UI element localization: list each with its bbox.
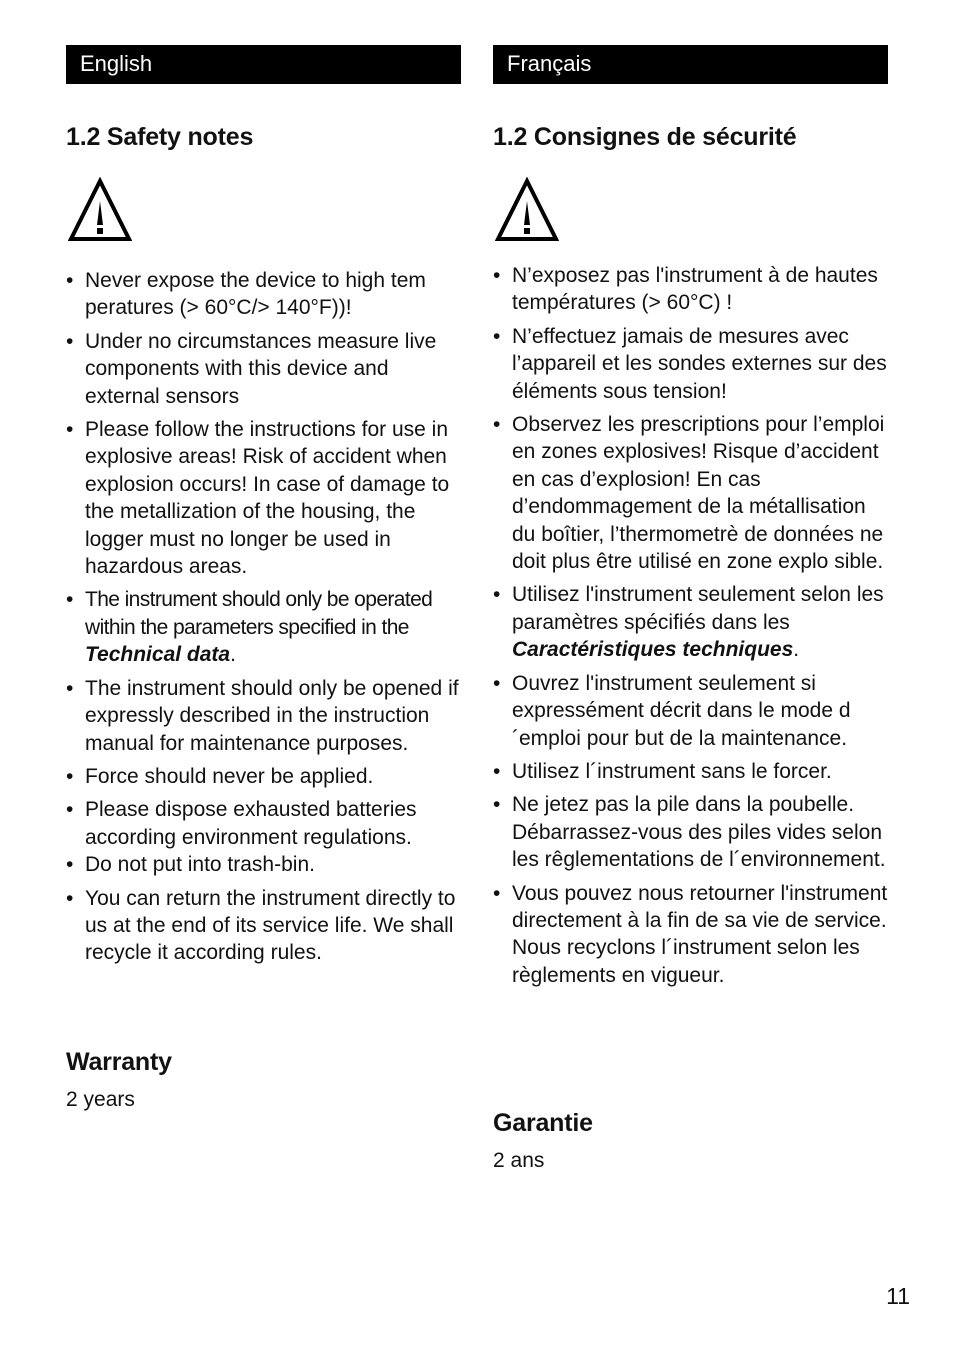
warning-triangle-icon bbox=[495, 177, 559, 243]
page-number: 11 bbox=[886, 1283, 910, 1309]
french-column bbox=[493, 45, 888, 1172]
section-title-safety-notes: 1.2 Safety notes bbox=[66, 123, 254, 151]
safety-notes-list bbox=[66, 267, 464, 973]
list-item: • Please dispose exhausted batteries according environment regulations. bbox=[66, 796, 464, 851]
list-item: • Please follow the instructions for use in explosive areas! Risk of accident when explosion occurs! In case of damage to the metallization of the housing, the logger must no longer be used in hazardous areas. bbox=[66, 416, 464, 580]
list-item: • Force should never be applied. bbox=[66, 763, 464, 790]
list-item: • N’effectuez jamais de mesures avec l’appareil et les sondes externes sur des éléments sous tension! bbox=[493, 323, 891, 405]
garantie-title: Garantie bbox=[493, 1109, 593, 1137]
warning-triangle-icon bbox=[68, 177, 132, 243]
list-item: • Utilisez l´instrument sans le forcer. bbox=[493, 758, 891, 785]
english-column bbox=[66, 45, 461, 1111]
warranty-title: Warranty bbox=[66, 1048, 172, 1076]
warranty-text: 2 years bbox=[66, 1088, 135, 1111]
language-header-french: Français bbox=[493, 45, 888, 84]
consignes-list bbox=[493, 262, 891, 995]
list-item: • You can return the instrument directly to us at the end of its service life. We shall recycle it according rules. bbox=[66, 885, 464, 967]
list-item: • Under no circumstances measure live components with this device and external sensors bbox=[66, 328, 464, 410]
list-item: • The instrument should only be opened if expressly described in the instruction manual for maintenance purposes. bbox=[66, 675, 464, 757]
list-item: • Never expose the device to high tem peratures (> 60°C/> 140°F))! bbox=[66, 267, 464, 322]
list-item: • Observez les prescriptions pour l’emploi en zones explosives! Risque d’accident en cas d’explosion! En cas d’endommagement de la métallisation du boîtier, l’thermometrè de données ne doit plus être utilisé en zone explo sible. bbox=[493, 411, 891, 575]
section-title-consignes: 1.2 Consignes de sécurité bbox=[493, 123, 797, 151]
technical-data-reference: Technical data bbox=[85, 643, 231, 667]
list-item: • Utilisez l'instrument seulement selon les paramètres spécifiés dans les Caractéristiques techniques. bbox=[493, 581, 891, 663]
list-item: • N’exposez pas l'instrument à de hautes températures (> 60°C) ! bbox=[493, 262, 891, 317]
list-item: • Ouvrez l'instrument seulement si expressément décrit dans le mode d´emploi pour but de la maintenance. bbox=[493, 670, 891, 752]
language-header-english: English bbox=[66, 45, 461, 84]
list-item: • Vous pouvez nous retourner l'instrument directement à la fin de sa vie de service. Nous recyclons l´instrument selon les règlements en vigueur. bbox=[493, 880, 891, 990]
list-item: • Do not put into trash-bin. bbox=[66, 851, 464, 878]
list-item: • The instrument should only be operated within the parameters specified in the Technical data. bbox=[66, 586, 464, 668]
list-item: • Ne jetez pas la pile dans la poubelle. Débarrassez-vous des piles vides selon les rêglementations de l´environnement. bbox=[493, 791, 891, 873]
garantie-text: 2 ans bbox=[493, 1149, 545, 1172]
caracteristiques-techniques-reference: Caractéristiques techniques bbox=[512, 638, 794, 662]
